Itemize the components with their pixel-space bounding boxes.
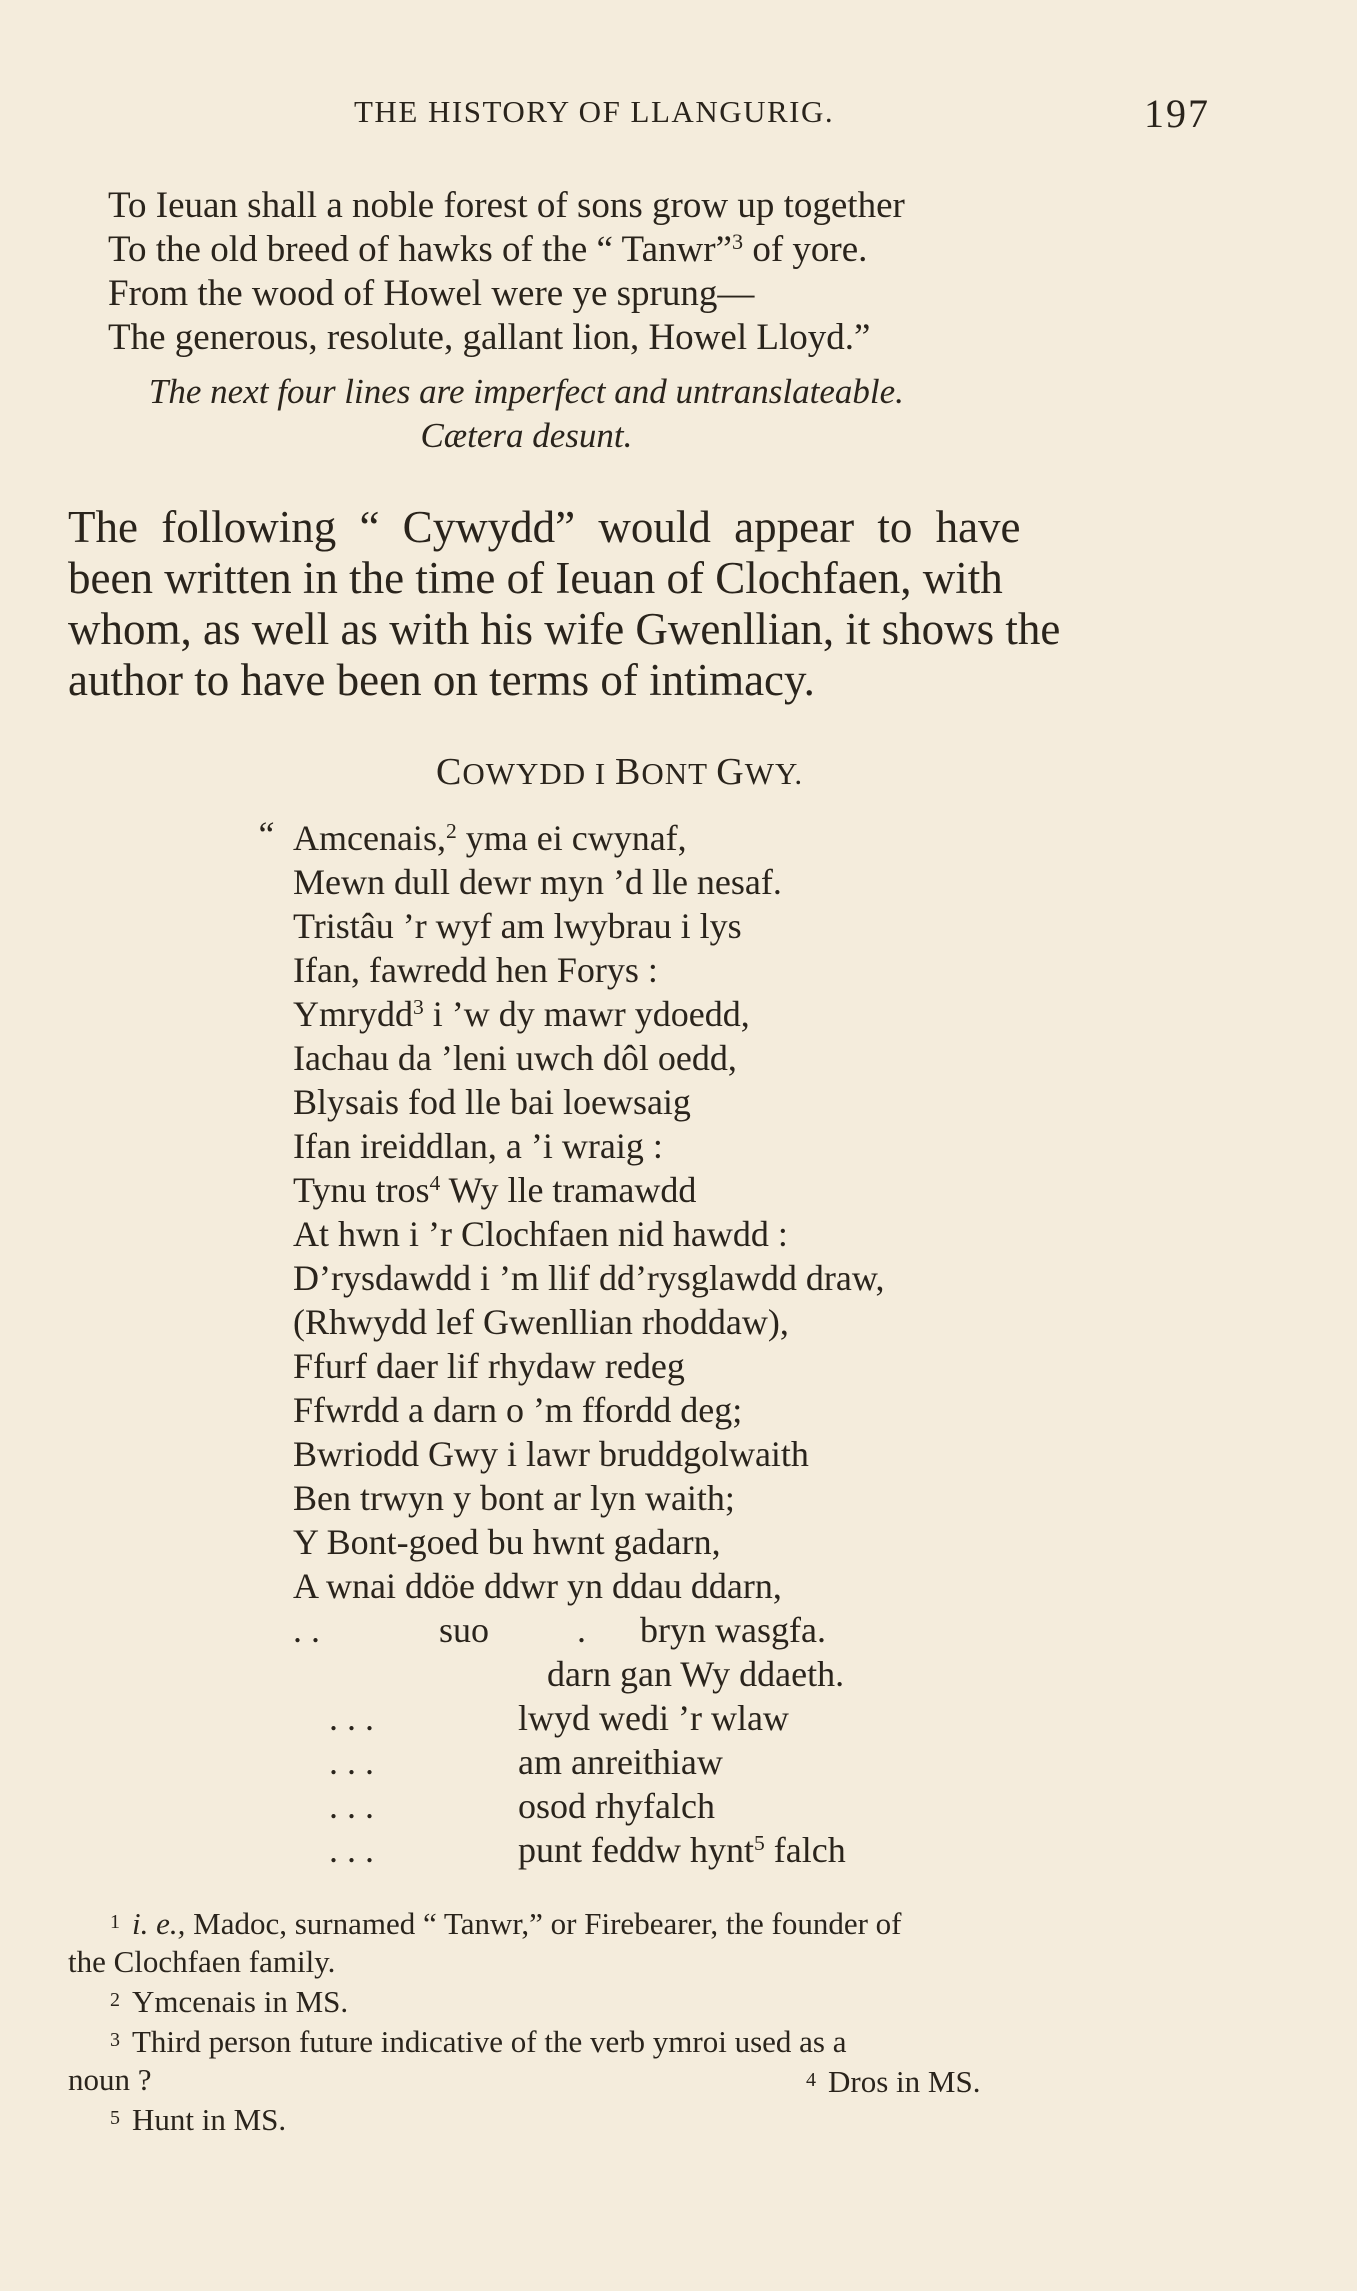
poem-line: Blysais fod lle bai loewsaig bbox=[293, 1082, 691, 1122]
ellipsis-dots: . . . bbox=[329, 1742, 374, 1782]
verse-line: The generous, resolute, gallant lion, Howel Lloyd.” bbox=[108, 317, 871, 358]
footnote-ref: 5 bbox=[753, 1831, 765, 1856]
footnote-ref: 2 bbox=[445, 819, 457, 844]
editorial-note: The next four lines are imperfect and untranslateable. bbox=[148, 372, 904, 411]
paragraph-line: author to have been on terms of intimacy. bbox=[68, 655, 815, 705]
footnotes bbox=[68, 1903, 1290, 2139]
poem-line: Ifan ireiddlan, a ’i wraig : bbox=[293, 1126, 663, 1166]
book-page: THE HISTORY OF LLANGURIG. 197 To Ieuan shall a noble forest of sons grow up together To the old breed of hawks of the “ Tanwr”$^3$ of yore. From the wood of Howel were ye sprung— The generous, resolute, gallant lion, Howel Lloyd.” The next four lines are imperfect and untranslateable. Cætera desunt. The following “ Cywydd” would appear to have been written in the time of Ieuan of Clochfaen, with whom, as well as with his wife Gwenllian, it shows the author to have been on terms of intimacy. COWYDD I BONT GWY. “ Amcenais,$^2$ yma ei cwynaf, Mewn dull dewr myn ’d lle nesaf. Tristâu ’r wyf am lwybrau i lys Ifan, fawredd hen Forys : Ymrydd$^3$ i ’w dy mawr ydoedd, Iachau da ’leni uwch dôl oedd, Blysais fod lle bai loewsaig Ifan ireiddlan, a ’i wraig : Tynu tros$^4$ Wy lle tramawdd At hwn i ’r Clochfaen nid hawdd : D’rysdawdd i ’m llif dd’rysglawdd draw, (Rhwydd lef Gwenllian rhoddaw), Ffurf daer lif rhydaw redeg Ffwrdd a darn o ’m ffordd deg; Bwriodd Gwy i lawr bruddgolwaith Ben trwyn y bont ar lyn waith; Y Bont-goed bu hwnt gadarn, A wnai ddöe ddwr yn ddau ddarn, . . suo . bryn wasgfa. darn gan Wy ddaeth. . . . lwyd wedi ’r wlaw . . . am anreithiaw . . . osod rhyfalch . . . punt feddw hynt$^5$ falch 1 i. e., Madoc, surnamed “ Tanwr,” or Firebearer, the founder of the Clochfaen family. 2 Ymcenais in MS. 3 Third person future indicative of the verb ymroi used as a noun ? 4 Dros in MS. 5 Hunt in MS. bbox=[0, 0, 1357, 2291]
poem-line: “ Amcenais,$^2$ yma ei cwynaf, bbox=[255, 814, 687, 858]
poem-line: Iachau da ’leni uwch dôl oedd, bbox=[293, 1038, 737, 1078]
paragraph-line: been written in the time of Ieuan of Clochfaen, with bbox=[68, 553, 1003, 603]
ellipsis-dots: . . . bbox=[329, 1830, 374, 1870]
poem-line: Mewn dull dewr myn ’d lle nesaf. bbox=[293, 862, 782, 902]
page-number: 197 bbox=[1144, 91, 1210, 136]
footnote-continuation: noun ? 4 Dros in MS. bbox=[68, 2062, 981, 2099]
poem-line: Bwriodd Gwy i lawr bruddgolwaith bbox=[293, 1434, 809, 1474]
verse-line: From the wood of Howel were ye sprung— bbox=[108, 273, 755, 314]
footnote: 5 Hunt in MS. bbox=[110, 2102, 287, 2137]
ellipsis-dots: . . bbox=[293, 1610, 320, 1650]
poem-line: Ben trwyn y bont ar lyn waith; bbox=[293, 1478, 735, 1518]
verse-line: To Ieuan shall a noble forest of sons grow up together bbox=[108, 185, 905, 226]
editorial-note: Cætera desunt. bbox=[420, 416, 633, 455]
poem-line: Ffurf daer lif rhydaw redeg bbox=[293, 1346, 685, 1386]
poem-line: Ffwrdd a darn o ’m ffordd deg; bbox=[293, 1390, 743, 1430]
poem-line: Tynu tros$^4$ Wy lle tramawdd bbox=[293, 1170, 697, 1210]
verse-line: To the old breed of hawks of the “ Tanwr”$^3$ of yore. bbox=[108, 228, 868, 270]
poem-line: Y Bont-goed bu hwnt gadarn, bbox=[293, 1522, 721, 1562]
poem-line: (Rhwydd lef Gwenllian rhoddaw), bbox=[293, 1302, 789, 1342]
footnote: 3 Third person future indicative of the verb ymroi used as a bbox=[110, 2024, 847, 2059]
poem-line: Ymrydd$^3$ i ’w dy mawr ydoedd, bbox=[293, 994, 750, 1034]
poem-line: Tristâu ’r wyf am lwybrau i lys bbox=[293, 906, 742, 946]
ellipsis-dots: . . . bbox=[329, 1786, 374, 1826]
poem-line: A wnai ddöe ddwr yn ddau ddarn, bbox=[293, 1566, 782, 1606]
footnote: 4 Dros in MS. bbox=[806, 2064, 981, 2099]
poem-line: At hwn i ’r Clochfaen nid hawdd : bbox=[293, 1214, 788, 1254]
open-quote: “ bbox=[255, 814, 276, 854]
footnote: 1 i. e., Madoc, surnamed “ Tanwr,” or Firebearer, the founder of bbox=[110, 1906, 902, 1941]
running-head: THE HISTORY OF LLANGURIG. bbox=[354, 94, 835, 129]
footnote: 2 Ymcenais in MS. bbox=[110, 1984, 349, 2019]
footnote-continuation: the Clochfaen family. bbox=[68, 1944, 336, 1979]
footnote-ref: 3 bbox=[731, 228, 744, 254]
body-paragraph bbox=[68, 502, 1288, 706]
paragraph-line: whom, as well as with his wife Gwenllian, it shows the bbox=[68, 604, 1061, 654]
poem-title: COWYDD I BONT GWY. bbox=[436, 751, 804, 793]
verse-translation bbox=[108, 184, 905, 455]
footnote-ref: 4 bbox=[429, 1171, 441, 1196]
paragraph-line: The following “ Cywydd” would appear to have bbox=[68, 502, 1021, 552]
poem-line: D’rysdawdd i ’m llif dd’rysglawdd draw, bbox=[293, 1258, 885, 1298]
poem-line: Ifan, fawredd hen Forys : bbox=[293, 950, 658, 990]
footnote-ref: 3 bbox=[413, 995, 424, 1020]
ellipsis-dots: . . . bbox=[329, 1698, 374, 1738]
